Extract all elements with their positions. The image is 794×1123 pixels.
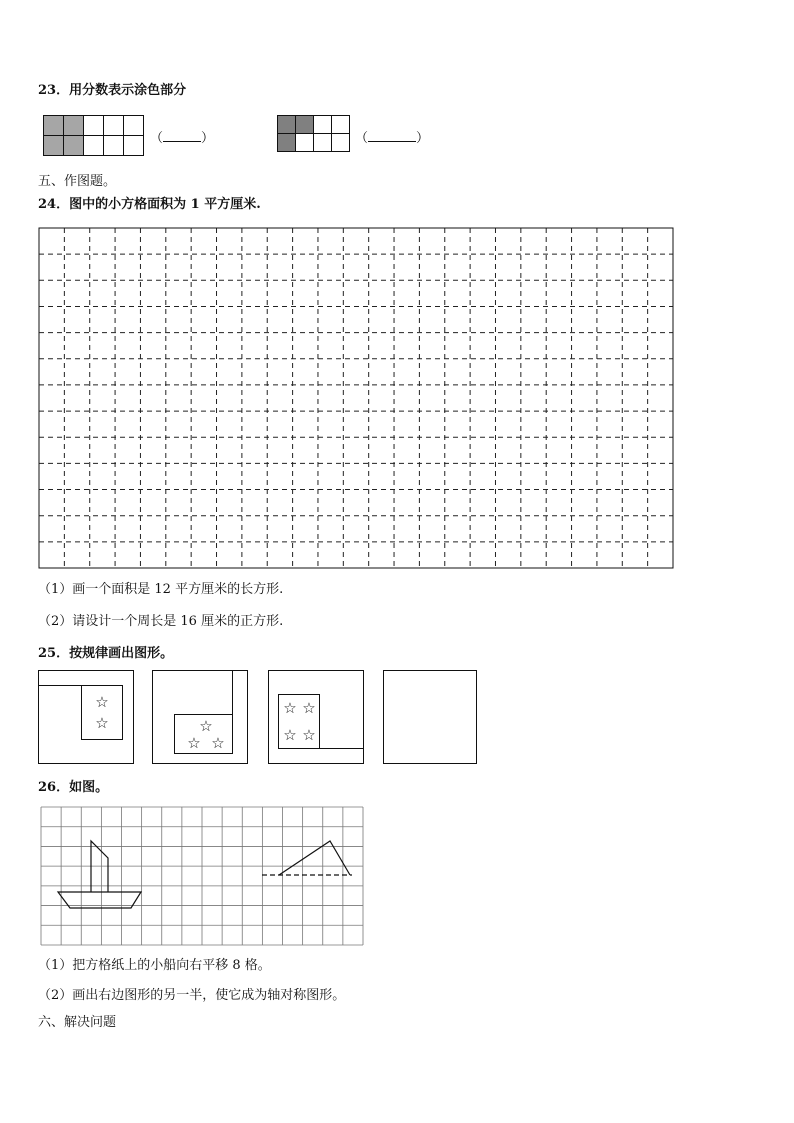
blank-line <box>368 131 416 142</box>
q24-sub2: （2）请设计一个周长是 16 厘米的正方形. <box>38 614 284 629</box>
shaded-cell <box>64 116 84 136</box>
pattern-box-1 <box>39 671 134 764</box>
shaded-cell <box>44 116 64 136</box>
q24-title: 24．图中的小方格面积为 1 平方厘米. <box>38 197 261 212</box>
empty-cell <box>124 116 144 136</box>
paren-open: （ <box>355 131 369 146</box>
empty-cell <box>314 116 332 134</box>
pattern-box-4-answer <box>384 671 477 764</box>
paren-open: （ <box>150 131 164 146</box>
q24-dashed-grid <box>38 227 676 571</box>
q26-title: 26．如图。 <box>38 780 109 795</box>
q26-grid-figure <box>40 806 366 948</box>
shaded-cell <box>44 136 64 156</box>
empty-cell <box>104 136 124 156</box>
star-icon: ☆ <box>283 726 297 744</box>
q23-figure-2 <box>277 115 352 159</box>
empty-cell <box>332 134 350 152</box>
shaded-cell <box>278 116 296 134</box>
paren-close: ） <box>201 131 215 146</box>
boat-shape <box>58 841 141 908</box>
star-icon: ☆ <box>199 717 213 735</box>
star-icon: ☆ <box>95 714 109 732</box>
q23-title: 23．用分数表示涂色部分 <box>38 83 187 98</box>
q23-answer-blank-2[interactable] <box>355 131 429 147</box>
empty-cell <box>296 134 314 152</box>
empty-cell <box>84 136 104 156</box>
empty-cell <box>124 136 144 156</box>
star-icon: ☆ <box>211 734 225 752</box>
q23-figure-1 <box>43 115 145 159</box>
q23-answer-blank-1[interactable] <box>150 131 214 147</box>
section-5-title: 五、作图题。 <box>38 174 117 189</box>
empty-cell <box>332 116 350 134</box>
empty-cell <box>104 116 124 136</box>
empty-cell <box>314 134 332 152</box>
shaded-cell <box>296 116 314 134</box>
star-icon: ☆ <box>95 693 109 711</box>
q25-pattern <box>38 670 480 766</box>
blank-line <box>163 131 201 142</box>
paren-close: ） <box>416 131 430 146</box>
star-icon: ☆ <box>302 699 316 717</box>
star-icon: ☆ <box>302 726 316 744</box>
shaded-cell <box>278 134 296 152</box>
star-icon: ☆ <box>283 699 297 717</box>
q26-sub2: （2）画出右边图形的另一半，使它成为轴对称图形。 <box>38 988 346 1003</box>
pattern-box-3 <box>269 671 364 764</box>
section-6-title: 六、解决问题 <box>38 1015 117 1030</box>
empty-cell <box>84 116 104 136</box>
grid-border <box>39 228 673 568</box>
shaded-cell <box>64 136 84 156</box>
q26-sub1: （1）把方格纸上的小船向右平移 8 格。 <box>38 958 271 973</box>
q24-sub1: （1）画一个面积是 12 平方厘米的长方形. <box>38 582 284 597</box>
star-icon: ☆ <box>187 734 201 752</box>
q25-title: 25．按规律画出图形。 <box>38 646 174 661</box>
